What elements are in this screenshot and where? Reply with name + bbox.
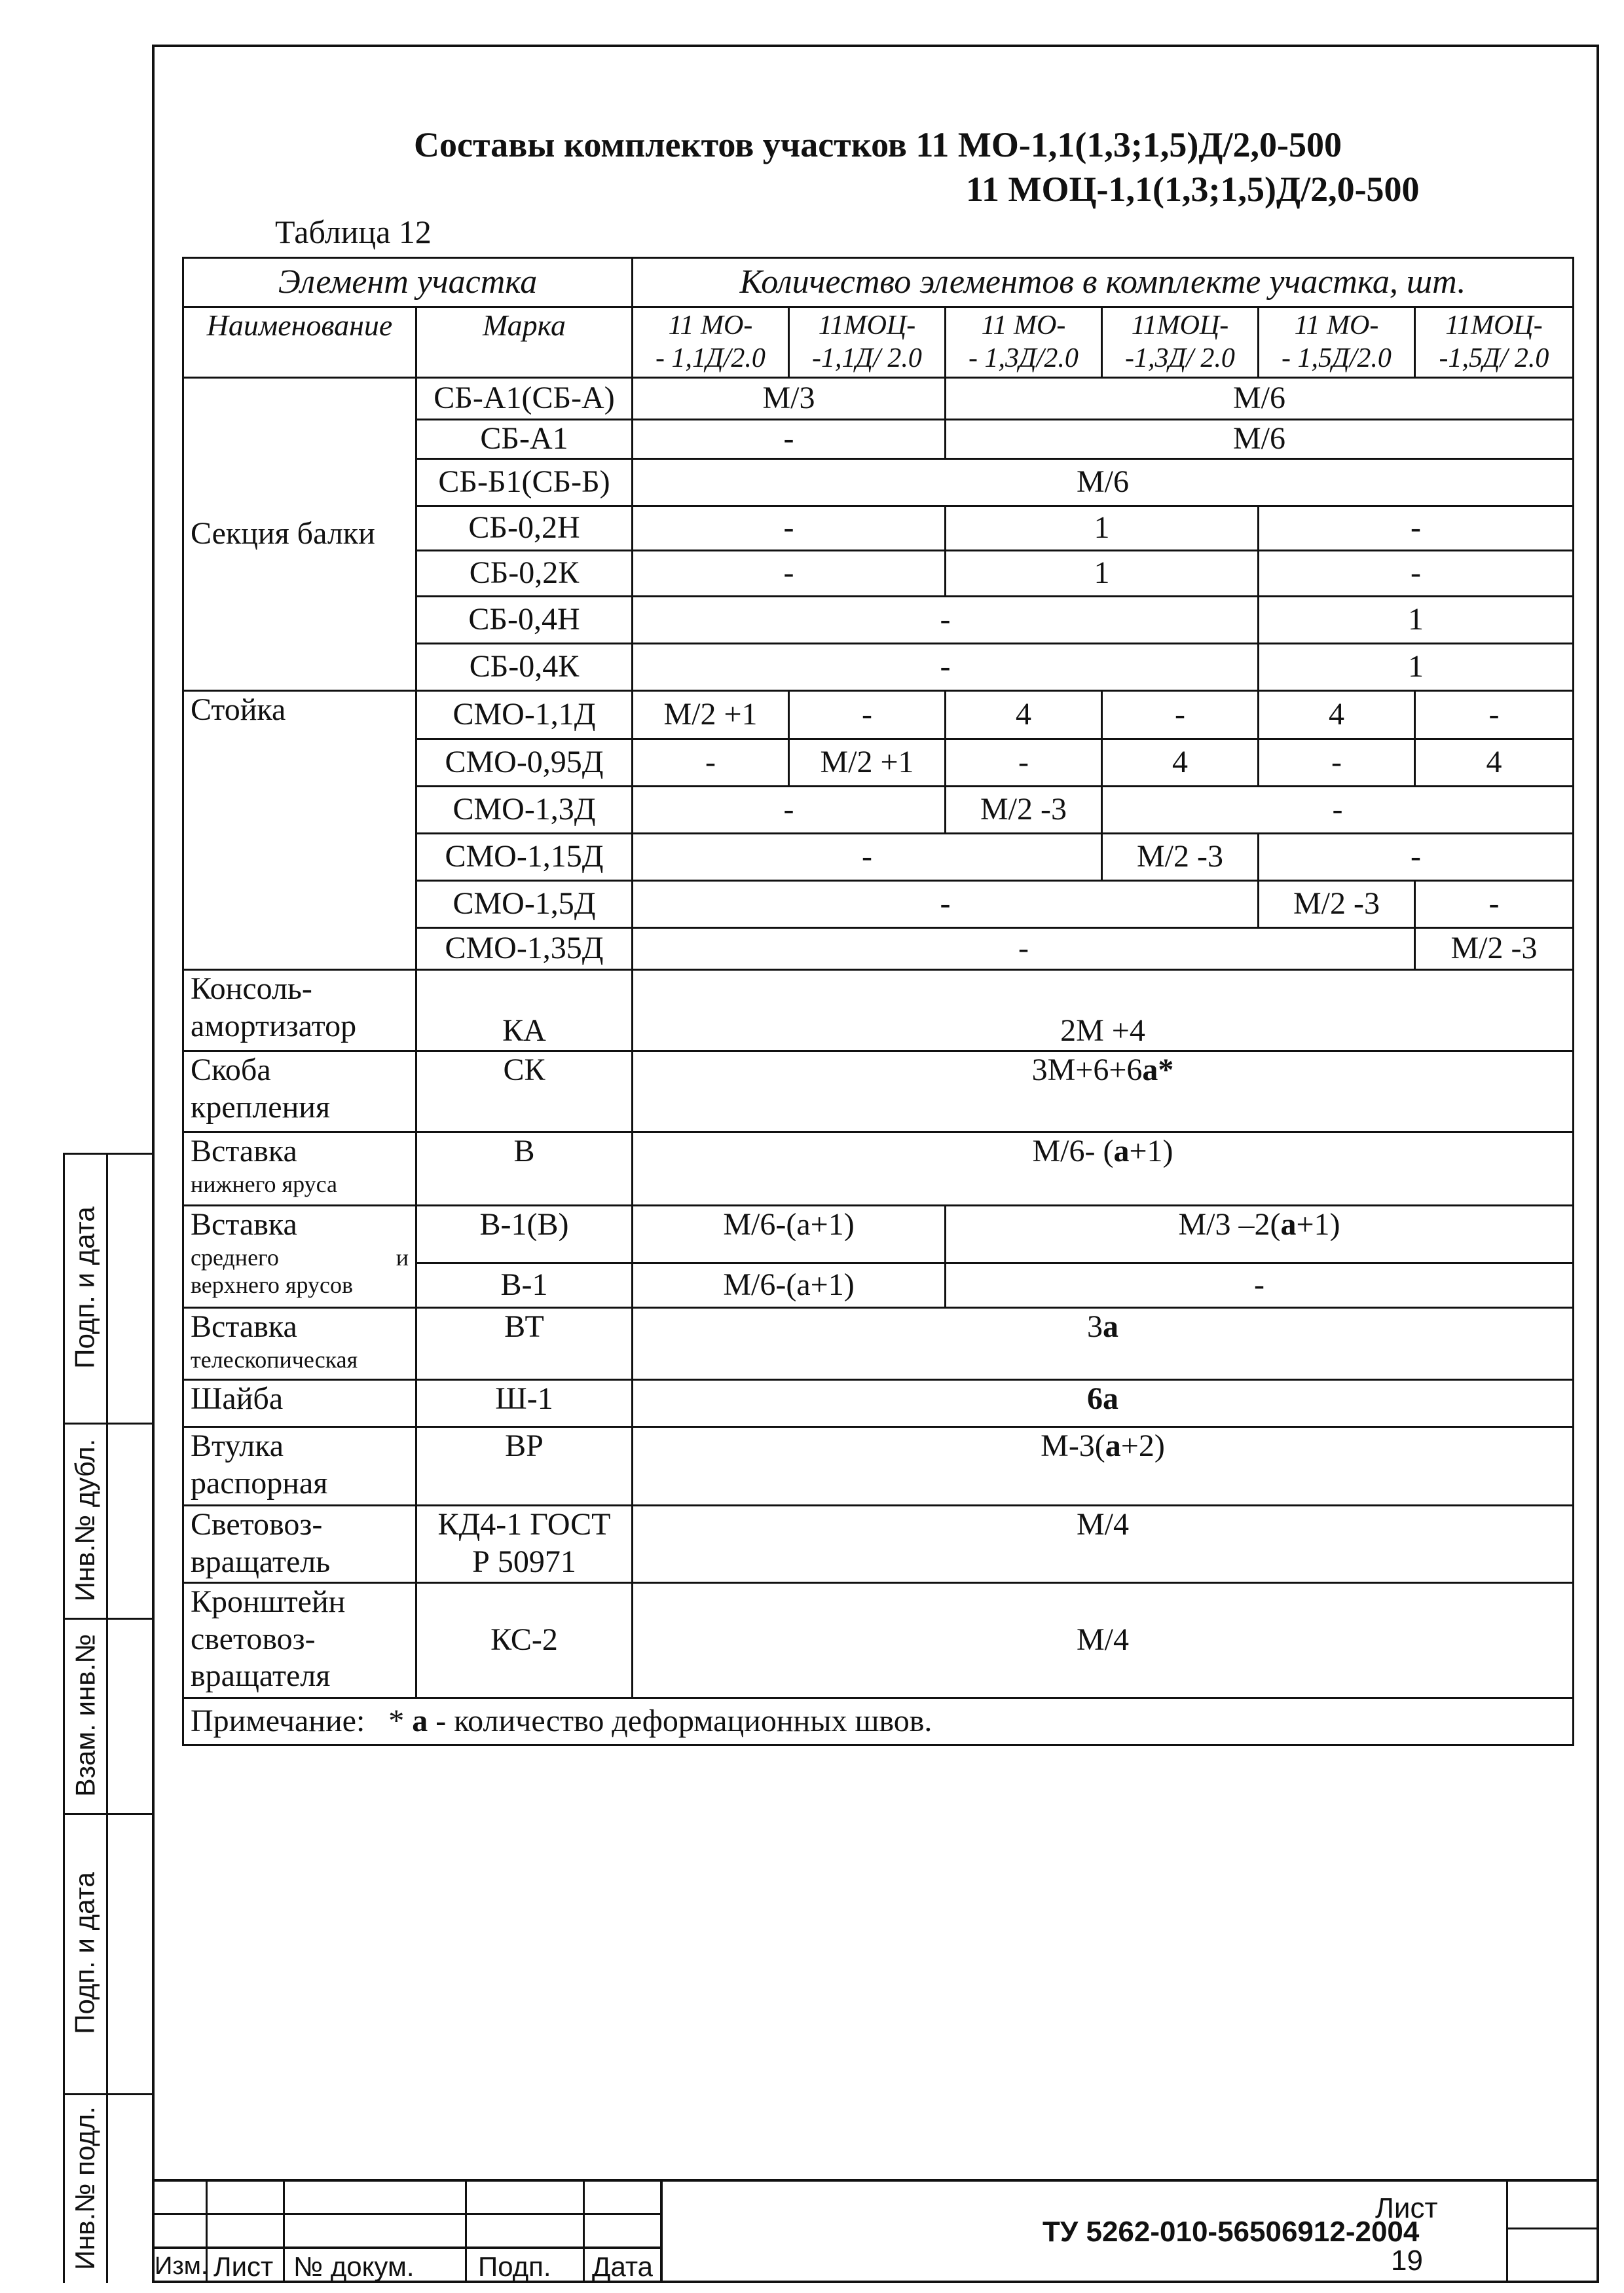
value: -: [633, 739, 789, 787]
document-code: ТУ 5262-010-56506912-2004: [1043, 2216, 1420, 2248]
header-mark: Марка: [416, 307, 633, 378]
value: -: [1102, 787, 1574, 834]
value: -: [946, 1263, 1574, 1308]
header-element: Элемент участка: [183, 258, 633, 307]
sheet-number: 19: [1391, 2245, 1423, 2277]
table-row: [183, 1506, 1574, 1583]
table-row: [183, 1380, 1574, 1427]
col-doc: № докум.: [293, 2251, 415, 2282]
value: М/2 +1: [633, 691, 789, 739]
header-variant-6: 11МОЦ- -1,5Д/ 2.0: [1415, 307, 1574, 378]
side-label-sign-date-2: Подп. и дата: [69, 1872, 100, 2034]
value: 1: [1259, 644, 1574, 691]
value: -: [633, 928, 1415, 970]
post-name: Стойка: [183, 691, 416, 970]
reflector-bracket-name: Кронштейн световоз- вращателя: [183, 1583, 416, 1698]
table-row: [183, 1051, 1574, 1132]
mark: СМО-1,5Д: [416, 881, 633, 928]
col-list: Лист: [213, 2251, 274, 2282]
mark: СБ-0,4Н: [416, 597, 633, 644]
value: -: [1102, 691, 1259, 739]
value: 4: [1259, 691, 1415, 739]
insert-middle-name: Вставка среднего и верхнего ярусов: [183, 1206, 416, 1308]
value: М/2 -3: [946, 787, 1102, 834]
value: -: [946, 739, 1102, 787]
washer-name: Шайба: [183, 1380, 416, 1427]
header-variant-1: 11 МО- - 1,1Д/2.0: [633, 307, 789, 378]
mark: СБ-Б1(СБ-Б): [416, 459, 633, 506]
sleeve-name: Втулка распорная: [183, 1427, 416, 1506]
mark: КА: [416, 970, 633, 1051]
composition-table: [182, 257, 1574, 1746]
header-name: Наименование: [183, 307, 416, 378]
table-header-row: [183, 258, 1574, 307]
value: -: [1259, 506, 1574, 551]
value: -: [789, 691, 946, 739]
value: -: [633, 420, 946, 459]
header-quantity: Количество элементов в комплекте участка, шт.: [633, 258, 1574, 307]
mark: В-1: [416, 1263, 633, 1308]
value: 4: [1102, 739, 1259, 787]
value: М/6: [946, 420, 1574, 459]
value: М/6: [633, 459, 1574, 506]
insert-lower-name: Вставка нижнего яруса: [183, 1132, 416, 1206]
insert-telescopic-name: Вставка телескопическая: [183, 1308, 416, 1380]
side-label-sign-date-1: Подп. и дата: [69, 1206, 100, 1369]
header-variant-2: 11МОЦ- -1,1Д/ 2.0: [789, 307, 946, 378]
bracket-name: Скоба крепления: [183, 1051, 416, 1132]
side-label-dup-inv: Инв.№ дубл.: [69, 1438, 101, 1602]
value: 4: [946, 691, 1102, 739]
table-row: [183, 1427, 1574, 1506]
mark: КС-2: [416, 1583, 633, 1698]
side-label-repl-inv: Взам. инв.№: [69, 1633, 101, 1797]
value: М/2 +1: [789, 739, 946, 787]
value: 1: [946, 506, 1259, 551]
value: -: [1415, 691, 1574, 739]
table-label: Таблица 12: [275, 214, 432, 250]
value: М/6-(а+1): [633, 1206, 946, 1263]
mark: СБ-0,4К: [416, 644, 633, 691]
value: М/2 -3: [1102, 834, 1259, 881]
value: -: [1259, 739, 1415, 787]
col-izm: Изм.: [155, 2252, 208, 2280]
mark: КД4-1 ГОСТ Р 50971: [416, 1506, 633, 1583]
side-stamp: [63, 1153, 155, 2283]
side-label-orig-inv: Инв.№ подл.: [69, 2106, 101, 2270]
value: -: [1259, 551, 1574, 597]
table-row: [183, 378, 1574, 420]
value: -: [1415, 881, 1574, 928]
title-block: [152, 2179, 1599, 2283]
value: 3М+6+6а*: [633, 1051, 1574, 1132]
mark: СМО-1,35Д: [416, 928, 633, 970]
value: М/3 –2(а+1): [946, 1206, 1574, 1263]
value: 2М +4: [633, 970, 1574, 1051]
header-variant-3: 11 МО- - 1,3Д/2.0: [946, 307, 1102, 378]
table-row: [183, 1132, 1574, 1206]
table-row: [183, 691, 1574, 739]
mark: СМО-1,1Д: [416, 691, 633, 739]
sheet-label: Лист: [1375, 2192, 1438, 2224]
table-row: [183, 970, 1574, 1051]
value: -: [633, 881, 1259, 928]
mark: Ш-1: [416, 1380, 633, 1427]
beam-name: Секция балки: [183, 378, 416, 691]
table-row: [183, 1308, 1574, 1380]
mark: СБ-А1: [416, 420, 633, 459]
table-subheader-row: [183, 307, 1574, 378]
value: -: [633, 834, 1102, 881]
mark: СМО-0,95Д: [416, 739, 633, 787]
mark: ВТ: [416, 1308, 633, 1380]
mark: В-1(В): [416, 1206, 633, 1263]
value: 1: [1259, 597, 1574, 644]
value: 3а: [633, 1308, 1574, 1380]
value: М/6-(а+1): [633, 1263, 946, 1308]
value: М/2 -3: [1259, 881, 1415, 928]
value: 6а: [633, 1380, 1574, 1427]
col-date: Дата: [592, 2251, 654, 2282]
mark: СМО-1,15Д: [416, 834, 633, 881]
value: М/2 -3: [1415, 928, 1574, 970]
reflector-name: Световоз- вращатель: [183, 1506, 416, 1583]
table-row: [183, 1206, 1574, 1263]
value: 4: [1415, 739, 1574, 787]
value: М/4: [633, 1583, 1574, 1698]
value: -: [633, 551, 946, 597]
mark: СБ-0,2К: [416, 551, 633, 597]
value: -: [633, 787, 946, 834]
table-note-row: [183, 1698, 1574, 1745]
value: М-3(а+2): [633, 1427, 1574, 1506]
value: М/4: [633, 1506, 1574, 1583]
value: М/6- (а+1): [633, 1132, 1574, 1206]
value: -: [633, 506, 946, 551]
mark: СК: [416, 1051, 633, 1132]
page-title-line-2: 11 МОЦ-1,1(1,3;1,5)Д/2,0-500: [966, 170, 1420, 209]
table-note: Примечание: * а - количество деформационных швов.: [183, 1698, 1574, 1745]
header-variant-5: 11 МО- - 1,5Д/2.0: [1259, 307, 1415, 378]
col-sign: Подп.: [478, 2251, 551, 2282]
value: М/3: [633, 378, 946, 420]
header-variant-4: 11МОЦ- -1,3Д/ 2.0: [1102, 307, 1259, 378]
mark: СБ-А1(СБ-А): [416, 378, 633, 420]
mark: В: [416, 1132, 633, 1206]
table-row: [183, 1583, 1574, 1698]
value: М/6: [946, 378, 1574, 420]
console-name: Консоль- амортизатор: [183, 970, 416, 1051]
mark: СМО-1,3Д: [416, 787, 633, 834]
value: 1: [946, 551, 1259, 597]
mark: СБ-0,2Н: [416, 506, 633, 551]
page-title-line-1: Составы комплектов участков 11 МО-1,1(1,3;1,5)Д/2,0-500: [414, 125, 1342, 164]
value: -: [1259, 834, 1574, 881]
value: -: [633, 597, 1259, 644]
value: -: [633, 644, 1259, 691]
mark: ВР: [416, 1427, 633, 1506]
